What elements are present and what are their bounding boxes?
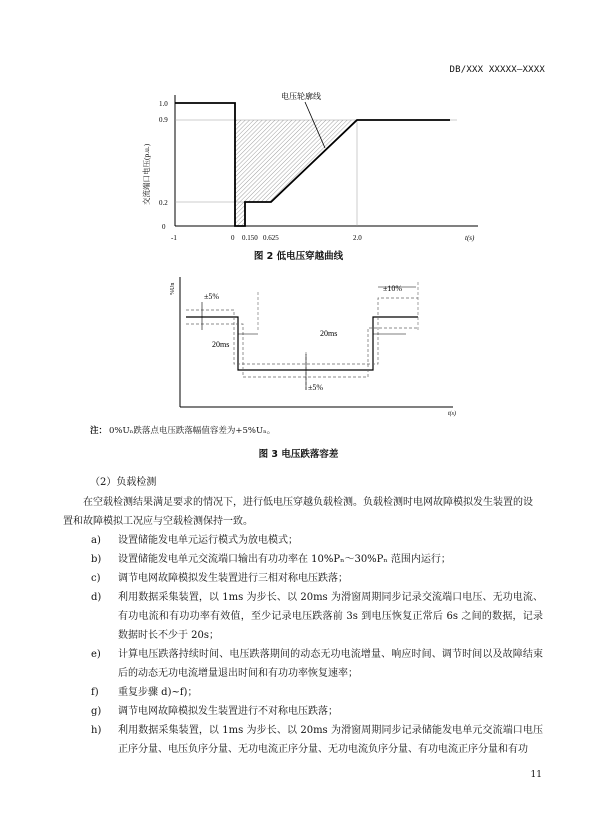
time-label-dip: 20ms	[212, 340, 230, 349]
upper-tolerance-envelope	[186, 298, 418, 364]
list-item	[63, 550, 543, 569]
hatched-region	[235, 120, 357, 226]
tolerance-label-bottom: ±5%	[308, 383, 324, 392]
figure-note	[90, 424, 275, 436]
note-prefix: 注：	[90, 426, 108, 436]
lower-tolerance-envelope	[186, 324, 418, 377]
note-text: 0%Uₙ跌落点电压跌落幅值容差为+5%Uₙ。	[109, 426, 276, 436]
list-item	[63, 683, 543, 702]
xtick-0.150: 0.150	[242, 234, 258, 242]
list-item	[63, 531, 543, 550]
y-axis-label: 交流端口电压(p.u.)	[142, 143, 151, 205]
list-item	[63, 702, 543, 721]
list-mark: g)	[91, 706, 102, 717]
list-mark: a)	[91, 535, 101, 546]
ytick-0.2: 0.2	[159, 199, 168, 207]
list-text: 计算电压跌落持续时间、电压跌落期间的动态无功电流增量、响应时间、调节时间以及故障结束后的动态无功电流增量退出时间和有功功率恢复速率；	[118, 649, 543, 679]
xtick-0.625: 0.625	[263, 234, 279, 242]
tolerance-label-left: ±5%	[204, 292, 220, 301]
list-text: 设置储能发电单元运行模式为放电模式；	[118, 535, 298, 546]
list-item	[63, 569, 543, 588]
list-item	[63, 645, 543, 683]
figure2-caption: 图 2 低电压穿越曲线	[253, 251, 344, 262]
intro-paragraph: 在空载检测结果满足要求的情况下，进行低电压穿越负载检测。负载检测时电网故障模拟发生装置的设置和故障模拟工况应与空载检测保持一致。	[63, 497, 533, 527]
xtick-0: 0	[231, 234, 235, 242]
ytick-1.0: 1.0	[159, 100, 168, 108]
list-mark: c)	[91, 573, 101, 584]
procedure-list	[63, 531, 543, 759]
xtick-2.0: 2.0	[353, 234, 362, 242]
list-mark: e)	[91, 649, 101, 660]
list-text: 重复步骤 d)~f)；	[118, 687, 198, 698]
list-text: 利用数据采集装置，以 1ms 为步长、以 20ms 为滑窗周期同步记录储能发电单元交流端口电压正序分量、电压负序分量、无功电流正序分量、无功电流负序分量、有功电流正序分量和有功	[118, 725, 543, 755]
list-mark: b)	[91, 554, 102, 565]
list-mark: f)	[91, 687, 99, 698]
list-mark: h)	[91, 725, 102, 736]
tolerance-label-right: ±10%	[383, 284, 403, 293]
list-item	[63, 588, 543, 645]
lvrt-curve-figure	[135, 90, 495, 248]
section-title: （2）负载检测	[90, 477, 157, 488]
list-text: 调节电网故障模拟发生装置进行不对称电压跌落；	[118, 706, 338, 717]
profile-annotation: 电压轮廓线	[281, 92, 321, 101]
list-text: 设置储能发电单元交流端口输出有功功率在 10%Pₙ～30%Pₙ 范围内运行；	[118, 554, 451, 565]
xtick--1: -1	[171, 234, 177, 242]
time-label-recovery: 20ms	[320, 329, 338, 338]
ytick-0.9: 0.9	[159, 116, 168, 124]
document-code: DB/XXX XXXXX—XXXX	[449, 65, 545, 75]
list-text: 利用数据采集装置，以 1ms 为步长、以 20ms 为滑窗周期同步记录交流端口电压、无功电流、有功电流和有功功率有效值，至少记录电压跌落前 3s 到电压恢复正常后 6s 之间的数据，记录数据时长不少于 20s；	[118, 592, 543, 641]
list-mark: d)	[91, 592, 102, 603]
ytick-0: 0	[162, 223, 166, 231]
x-axis-label: t(s)	[448, 411, 456, 417]
list-text: 调节电网故障模拟发生装置进行三相对称电压跌落；	[118, 573, 348, 584]
voltage-dip-tolerance-figure	[168, 272, 463, 417]
figure3-caption: 图 3 电压跌落容差	[258, 449, 339, 460]
list-item	[63, 721, 543, 759]
y-axis-label: %Un	[170, 282, 176, 295]
xaxis-unit: t(s)	[465, 234, 475, 242]
page-number: 11	[530, 770, 542, 780]
